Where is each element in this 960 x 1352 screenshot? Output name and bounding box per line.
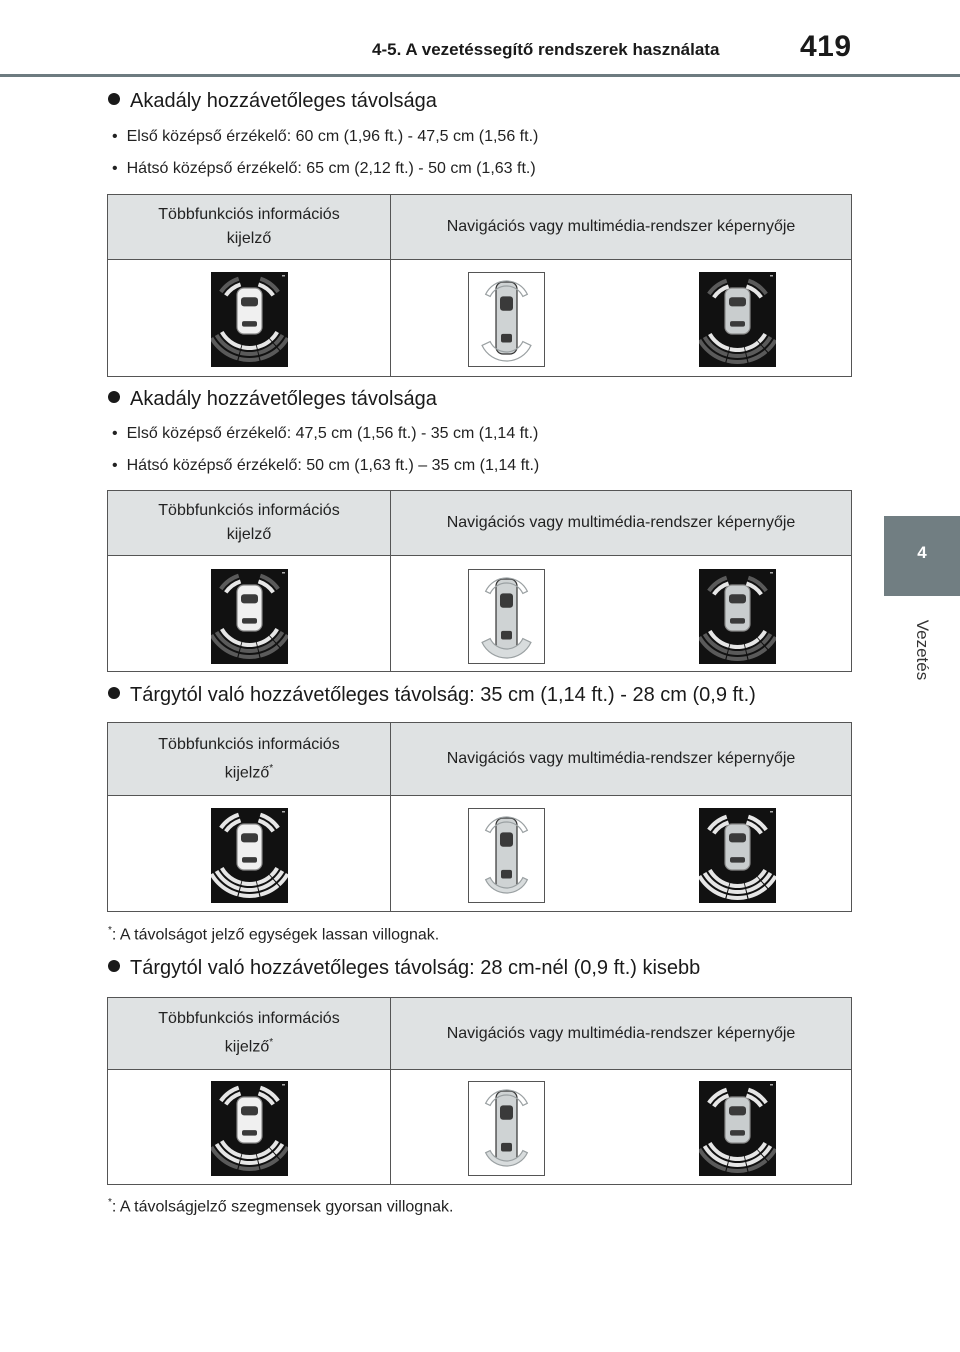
column-header-mid: Többfunkciós információs kijelző [158, 206, 340, 247]
footnote: *: A távolságot jelző egységek lassan villognak. [108, 925, 440, 944]
rear-window-icon [501, 631, 512, 640]
footnote: *: A távolságjelző szegmensek gyorsan villognak. [108, 1197, 454, 1216]
car-icon [496, 1091, 517, 1163]
rear-window-icon [501, 870, 512, 879]
rear-window-icon [242, 857, 257, 863]
section-heading: Akadály hozzávetőleges távolsága [108, 90, 437, 113]
rear-window-icon [242, 618, 257, 624]
indicator-mark [770, 572, 773, 574]
car-icon [237, 824, 262, 870]
rear-window-icon [242, 1130, 257, 1136]
rear-window-icon [730, 321, 745, 327]
multimedia-screen-image [699, 569, 776, 664]
display-table [107, 722, 852, 912]
windshield-icon [729, 833, 746, 842]
nav-screen-image [468, 272, 545, 367]
mid-display-image [211, 569, 288, 664]
list-item: • Első középső érzékelő: 47,5 cm (1,56 ft.) - 35 cm (1,14 ft.) [112, 425, 538, 443]
nav-screen-image [468, 1081, 545, 1176]
column-header-navigation: Navigációs vagy multimédia-rendszer képernyője [446, 750, 796, 767]
multimedia-screen-image [699, 272, 776, 367]
car-icon [496, 282, 517, 354]
windshield-icon [729, 1106, 746, 1115]
nav-screen-image [468, 808, 545, 903]
indicator-mark [282, 275, 285, 277]
rear-window-icon [501, 334, 512, 343]
section-heading: Akadály hozzávetőleges távolsága [108, 388, 437, 411]
display-table [107, 997, 852, 1185]
display-table [107, 194, 852, 377]
section-heading: Tárgytól való hozzávetőleges távolság: 35 cm (1,14 ft.) - 28 cm (0,9 ft.) [108, 684, 756, 707]
windshield-icon [729, 297, 746, 306]
column-header-navigation: Navigációs vagy multimédia-rendszer képernyője [446, 218, 796, 235]
windshield-icon [500, 1105, 513, 1119]
list-item: • Hátsó középső érzékelő: 50 cm (1,63 ft.) – 35 cm (1,14 ft.) [112, 457, 539, 475]
indicator-mark [282, 811, 285, 813]
rear-window-icon [730, 1130, 745, 1136]
car-icon [237, 585, 262, 631]
bullet-dot-icon [108, 391, 120, 403]
list-item: • Hátsó középső érzékelő: 65 cm (2,12 ft.) - 50 cm (1,63 ft.) [112, 160, 536, 178]
indicator-mark [770, 811, 773, 813]
car-icon [725, 1097, 750, 1143]
nav-screen-image [468, 569, 545, 664]
indicator-mark [282, 1084, 285, 1086]
mid-display-image [211, 808, 288, 903]
indicator-mark [282, 572, 285, 574]
bullet-dot-icon [108, 687, 120, 699]
chapter-tab-number: 4 [917, 543, 927, 562]
column-header-mid: Többfunkciós információs kijelző [158, 502, 340, 543]
mid-display-image [211, 1081, 288, 1176]
car-icon [725, 824, 750, 870]
column-header-navigation: Navigációs vagy multimédia-rendszer képernyője [446, 1024, 796, 1042]
bullet-dot-icon [108, 960, 120, 972]
mid-display-image [211, 272, 288, 367]
car-icon [725, 288, 750, 334]
rear-window-icon [730, 618, 745, 624]
windshield-icon [500, 296, 513, 310]
list-item: • Első középső érzékelő: 60 cm (1,96 ft.) - 47,5 cm (1,56 ft.) [112, 128, 538, 146]
indicator-mark [770, 275, 773, 277]
page-number: 419 [800, 30, 852, 63]
windshield-icon [241, 833, 258, 842]
multimedia-screen-image [699, 1081, 776, 1176]
rear-window-icon [242, 321, 257, 327]
chapter-title: 4-5. A vezetéssegítő rendszerek használata [372, 40, 720, 59]
table-header-row [108, 491, 851, 556]
header-rule [0, 74, 960, 77]
column-header-navigation: Navigációs vagy multimédia-rendszer képernyője [446, 514, 796, 531]
table-header-row [108, 195, 851, 260]
car-icon [496, 579, 517, 651]
column-header-mid: Többfunkciós információs kijelző* [158, 1010, 340, 1056]
windshield-icon [729, 594, 746, 603]
windshield-icon [241, 297, 258, 306]
windshield-icon [500, 832, 513, 846]
car-icon [237, 1097, 262, 1143]
rear-window-icon [501, 1143, 512, 1152]
indicator-mark [770, 1084, 773, 1086]
bullet-dot-icon [108, 93, 120, 105]
rear-window-icon [730, 857, 745, 863]
display-table [107, 490, 852, 672]
table-header-row [108, 998, 851, 1070]
section-heading: Tárgytól való hozzávetőleges távolság: 28 cm-nél (0,9 ft.) kisebb [108, 957, 700, 980]
windshield-icon [500, 593, 513, 607]
column-header-mid: Többfunkciós információs kijelző* [158, 735, 340, 782]
car-icon [496, 818, 517, 890]
car-icon [237, 288, 262, 334]
table-header-row [108, 723, 851, 796]
chapter-tab-label: Vezetés [913, 619, 932, 681]
multimedia-screen-image [699, 808, 776, 903]
windshield-icon [241, 594, 258, 603]
car-icon [725, 585, 750, 631]
windshield-icon [241, 1106, 258, 1115]
